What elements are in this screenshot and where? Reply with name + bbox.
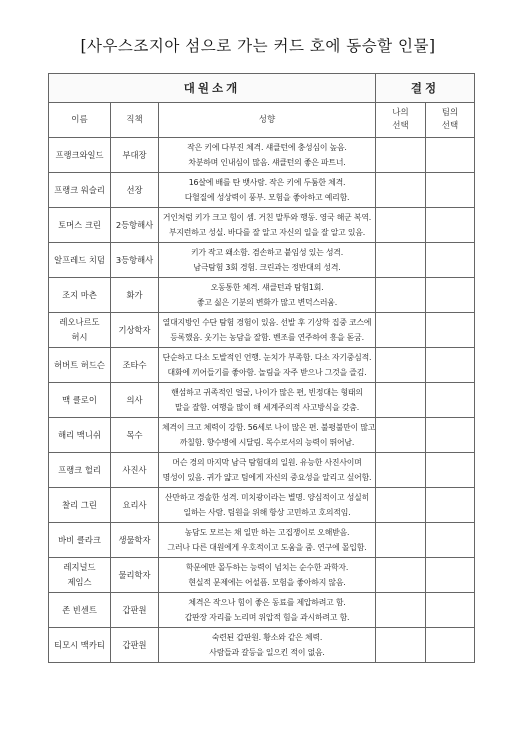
table-row — [49, 208, 475, 243]
trait-line-1: 산만하고 경솔한 성격. 미치광이라는 별명. 양심적이고 성실히 — [164, 492, 370, 502]
team-choice-cell[interactable] — [426, 488, 475, 523]
my-choice-cell[interactable] — [376, 558, 426, 593]
trait-line-1: 체격은 작으나 힘이 좋은 동료를 제압하려고 함. — [188, 597, 346, 607]
my-choice-cell[interactable] — [376, 628, 426, 663]
crew-role: 부대장 — [111, 138, 159, 173]
crew-intro-header: 대원소개 — [49, 74, 376, 103]
trait-line-2: 갑판장 자리를 노리며 위압적 힘을 과시하려고 함. — [184, 613, 350, 622]
trait-line-2: 대화에 끼어들기를 좋아함. 놀림을 자주 받으나 그것을 즐김. — [167, 368, 367, 377]
my-choice-cell[interactable] — [376, 593, 426, 628]
crew-role: 2등항해사 — [111, 208, 159, 243]
my-choice-cell[interactable] — [376, 348, 426, 383]
table-row — [49, 418, 475, 453]
team-choice-cell[interactable] — [426, 628, 475, 663]
crew-trait — [159, 593, 376, 628]
trait-line-1: 핸섬하고 귀족적인 얼굴, 나이가 많은 편, 빈정대는 형태의 — [171, 387, 363, 397]
table-row — [49, 243, 475, 278]
crew-name: 바비 클라크 — [49, 523, 111, 558]
crew-trait — [159, 313, 376, 348]
team-choice-cell[interactable] — [426, 208, 475, 243]
crew-role: 요리사 — [111, 488, 159, 523]
my-choice-cell[interactable] — [376, 313, 426, 348]
trait-line-1: 체격이 크고 체력이 강함. 56세로 나이 많은 편. 불평불만이 많고 — [162, 422, 376, 432]
trait-line-1: 머슨 경의 마지막 남극 탐험대의 일원. 유능한 사진사이며 — [172, 457, 362, 467]
table-row — [49, 488, 475, 523]
crew-trait — [159, 208, 376, 243]
my-choice-cell[interactable] — [376, 383, 426, 418]
trait-line-1: 농담도 모르는 채 일만 하는 고집쟁이로 오해받음. — [184, 527, 350, 537]
header-row-columns — [49, 103, 475, 138]
trait-line-2: 사람들과 갈등을 일으킨 적이 없음. — [209, 648, 325, 657]
team-choice-cell[interactable] — [426, 348, 475, 383]
crew-role: 조타수 — [111, 348, 159, 383]
crew-trait — [159, 523, 376, 558]
table-row — [49, 558, 475, 593]
crew-name: 레오나르도 허시 — [49, 313, 111, 348]
trait-line-2: 일하는 사람. 팀원을 위해 항상 고민하고 호의적임. — [183, 508, 351, 517]
trait-line-1: 오동통한 체격. 섀클턴과 탐험1회. — [210, 282, 324, 292]
crew-role: 생물학자 — [111, 523, 159, 558]
table-row — [49, 383, 475, 418]
crew-trait — [159, 383, 376, 418]
trait-line-2: 부지런하고 성실. 바다를 잘 알고 자신의 일을 잘 알고 있음. — [168, 228, 366, 237]
team-choice-cell[interactable] — [426, 313, 475, 348]
table-row — [49, 173, 475, 208]
crew-role: 화가 — [111, 278, 159, 313]
crew-role: 기상학자 — [111, 313, 159, 348]
team-choice-cell[interactable] — [426, 593, 475, 628]
crew-name: 허버트 허드슨 — [49, 348, 111, 383]
team-choice-cell[interactable] — [426, 278, 475, 313]
crew-name: 맥 클로이 — [49, 383, 111, 418]
table-row — [49, 523, 475, 558]
team-choice-cell[interactable] — [426, 383, 475, 418]
table-row — [49, 138, 475, 173]
trait-line-1: 거인처럼 키가 크고 힘이 셈. 거친 말투와 행동. 영국 해군 복역. — [162, 212, 372, 222]
trait-line-1: 키가 작고 왜소함. 겸손하고 붙임성 있는 성격. — [190, 247, 344, 257]
crew-trait — [159, 558, 376, 593]
table-row — [49, 593, 475, 628]
trait-line-2: 명성이 있음. 귀가 얇고 팀에게 자신의 중요성을 알리고 싶어함. — [162, 473, 372, 482]
my-choice-cell[interactable] — [376, 138, 426, 173]
crew-role: 목수 — [111, 418, 159, 453]
table-row — [49, 628, 475, 663]
col-trait-header: 성향 — [159, 103, 376, 138]
trait-line-2: 차분하며 인내심이 많음. 섀클턴의 좋은 파트너. — [188, 158, 346, 167]
team-choice-cell[interactable] — [426, 173, 475, 208]
col-team-header: 팀의 선택 — [426, 103, 475, 138]
my-choice-cell[interactable] — [376, 453, 426, 488]
trait-line-1: 열대지방인 수단 탐험 경험이 있음. 선발 후 기상학 집중 코스에 — [162, 317, 372, 327]
table-row — [49, 348, 475, 383]
crew-trait — [159, 243, 376, 278]
crew-name: 해리 맥니쉬 — [49, 418, 111, 453]
trait-line-2: 까칠함. 향수병에 시달림. 목수로서의 능력이 뛰어남. — [179, 438, 355, 447]
my-choice-cell[interactable] — [376, 243, 426, 278]
crew-role: 의사 — [111, 383, 159, 418]
crew-role: 갑판원 — [111, 628, 159, 663]
team-choice-cell[interactable] — [426, 523, 475, 558]
crew-table — [48, 73, 475, 663]
my-choice-cell[interactable] — [376, 523, 426, 558]
document-title: [사우스조지아 섬으로 가는 커드 호에 동승할 인물] — [80, 37, 436, 55]
trait-line-2: 그러나 다른 대원에게 우호적이고 도움을 줌. 연구에 몰입함. — [167, 543, 367, 552]
crew-trait — [159, 453, 376, 488]
my-choice-cell[interactable] — [376, 278, 426, 313]
crew-trait — [159, 488, 376, 523]
trait-line-2: 좋고 싫은 기분의 변화가 많고 변덕스러움. — [196, 298, 338, 307]
header-row-top — [49, 74, 475, 103]
trait-line-1: 학문에만 몰두하는 능력이 넘치는 순수한 과학자. — [185, 562, 349, 572]
team-choice-cell[interactable] — [426, 243, 475, 278]
my-choice-cell[interactable] — [376, 418, 426, 453]
crew-trait — [159, 348, 376, 383]
crew-name: 존 빈센트 — [49, 593, 111, 628]
team-choice-cell[interactable] — [426, 453, 475, 488]
trait-line-2: 현실적 문제에는 어설픔. 모험을 좋아하지 않음. — [188, 578, 346, 587]
crew-name: 조지 마츤 — [49, 278, 111, 313]
table-row — [49, 278, 475, 313]
trait-line-1: 숙련된 갑판원. 황소와 같은 체력. — [211, 632, 323, 642]
trait-line-1: 단순하고 다소 도발적인 언행. 눈치가 부족함. 다소 자기중심적. — [162, 352, 372, 362]
crew-name: 토머스 크린 — [49, 208, 111, 243]
crew-name: 프랭크와일드 — [49, 138, 111, 173]
team-choice-cell[interactable] — [426, 138, 475, 173]
crew-name: 프랭크 워슬리 — [49, 173, 111, 208]
crew-name: 티모시 맥카티 — [49, 628, 111, 663]
trait-line-2: 말을 잘함. 여행을 많이 해 세계주의적 사고방식을 갖춤. — [174, 403, 360, 412]
crew-trait — [159, 138, 376, 173]
table-row — [49, 453, 475, 488]
trait-line-2: 등록했음. 웃기는 농담을 잘함. 벤조를 연주하여 흥을 돋굼. — [170, 333, 364, 342]
crew-name: 알프레드 치덤 — [49, 243, 111, 278]
team-choice-cell[interactable] — [426, 418, 475, 453]
crew-role: 갑판원 — [111, 593, 159, 628]
decision-header: 결정 — [376, 74, 475, 103]
crew-name: 찰리 그린 — [49, 488, 111, 523]
trait-line-2: 남극탐험 3회 경험. 크린과는 정반대의 성격. — [193, 263, 341, 272]
crew-role: 선장 — [111, 173, 159, 208]
crew-trait — [159, 418, 376, 453]
crew-rows — [49, 138, 475, 663]
crew-trait — [159, 278, 376, 313]
col-mine-header: 나의 선택 — [376, 103, 426, 138]
table-row — [49, 313, 475, 348]
trait-line-1: 작은 키에 다부진 체격. 섀클턴에 충성심이 높음. — [187, 142, 347, 152]
crew-role: 사진사 — [111, 453, 159, 488]
my-choice-cell[interactable] — [376, 488, 426, 523]
trait-line-1: 16살에 배를 탄 뱃사람. 작은 키에 두툼한 체격. — [188, 177, 346, 187]
crew-name: 프랭크 헐리 — [49, 453, 111, 488]
crew-role: 3등항해사 — [111, 243, 159, 278]
col-name-header: 이름 — [49, 103, 111, 138]
crew-role: 물리학자 — [111, 558, 159, 593]
my-choice-cell[interactable] — [376, 173, 426, 208]
col-role-header: 직책 — [111, 103, 159, 138]
crew-trait — [159, 628, 376, 663]
team-choice-cell[interactable] — [426, 558, 475, 593]
crew-trait — [159, 173, 376, 208]
crew-name: 레지널드 제임스 — [49, 558, 111, 593]
trait-line-2: 다혈질에 성상력이 풍부. 모험을 좋아하고 예리함. — [184, 193, 350, 202]
my-choice-cell[interactable] — [376, 208, 426, 243]
